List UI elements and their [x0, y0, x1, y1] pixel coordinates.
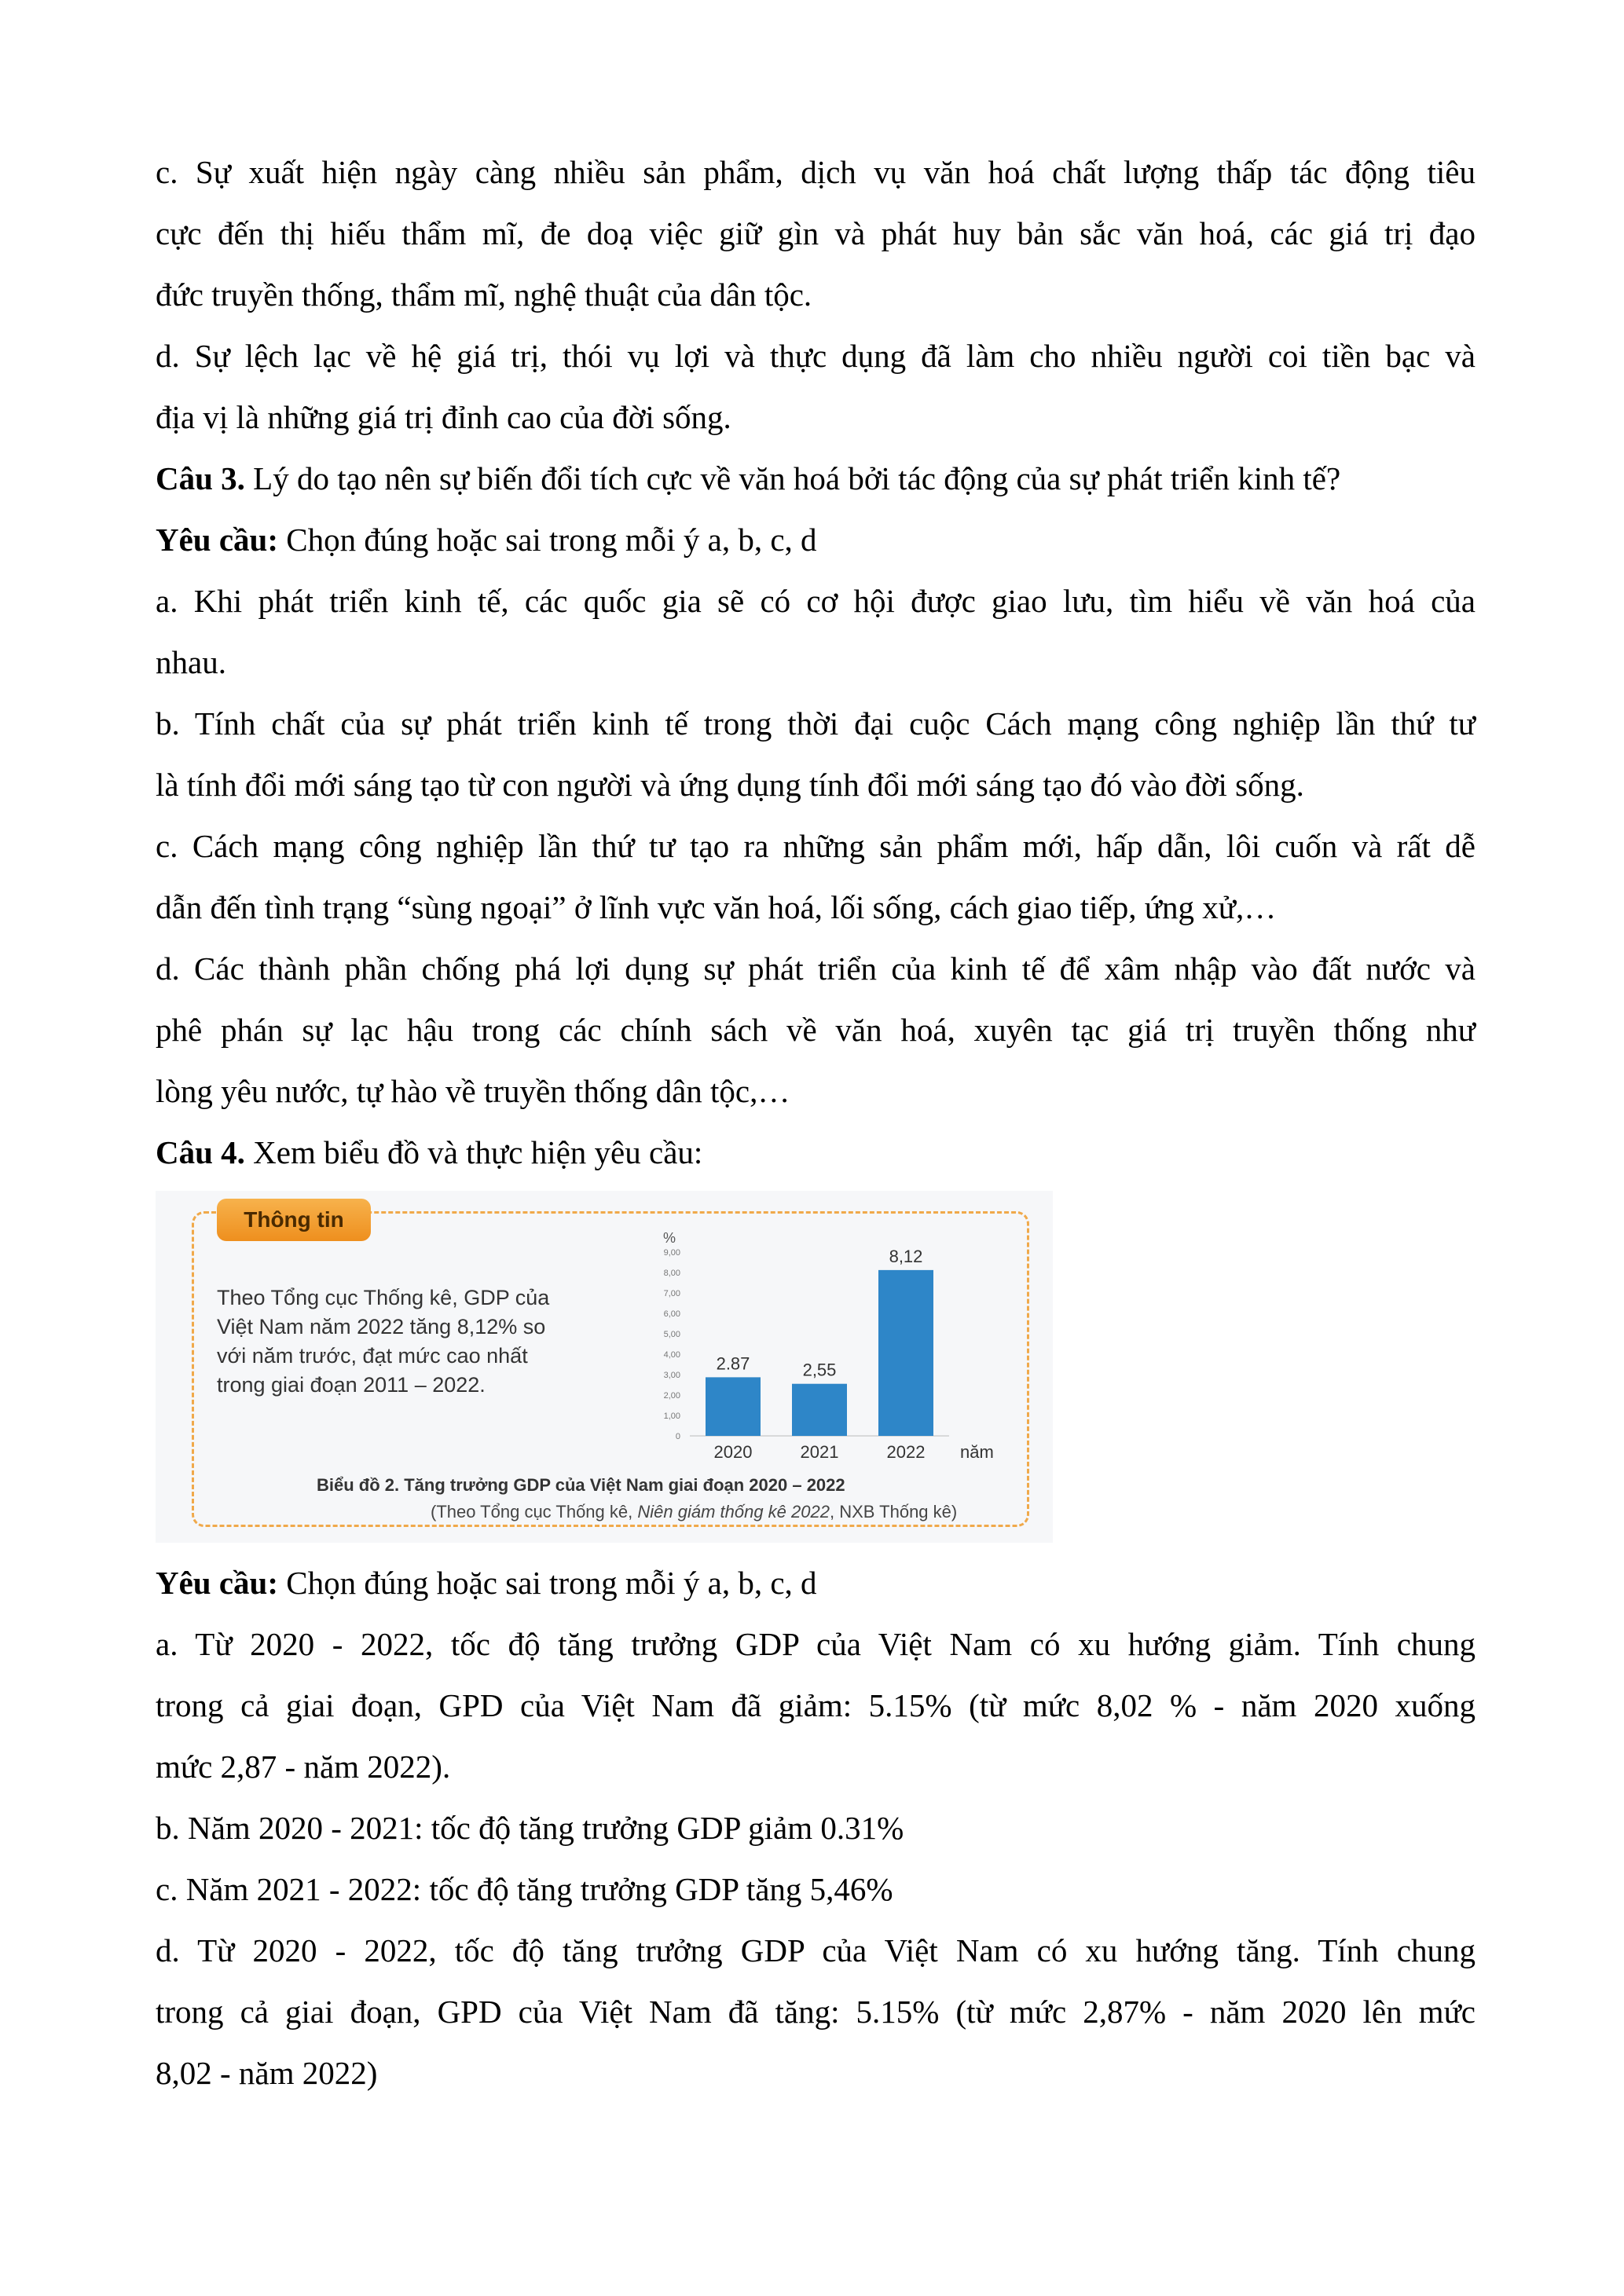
gdp-figure: [156, 1191, 1053, 1543]
q4-requirement-text: Chọn đúng hoặc sai trong mỗi ý a, b, c, d: [278, 1565, 817, 1601]
y-tick-label: 2,00: [663, 1391, 680, 1401]
info-text: [217, 1283, 625, 1400]
bar-2020: [706, 1377, 761, 1436]
para-d-line-1: d. Sự lệch lạc về hệ giá trị, thói vụ lợi và thực dụng đã làm cho nhiều người coi tiền bạc và: [156, 338, 1476, 374]
q3-option-a-line-1: a. Khi phát triển kinh tế, các quốc gia sẽ có cơ hội được giao lưu, tìm hiểu về văn hoá của: [156, 583, 1476, 619]
q4-option-a-line-3: mức 2,87 - năm 2022).: [156, 1749, 451, 1785]
source-suffix: , NXB Thống kê): [829, 1502, 958, 1522]
question-4: [156, 1122, 1476, 1183]
question-3: [156, 448, 1476, 509]
q3-requirement-text: Chọn đúng hoặc sai trong mỗi ý a, b, c, d: [278, 522, 817, 558]
data-label-2021: 2,55: [802, 1360, 837, 1380]
page-content: [156, 141, 1476, 2104]
para-c-line-1: c. Sự xuất hiện ngày càng nhiều sản phẩm, dịch vụ văn hoá chất lượng thấp tác động tiêu: [156, 154, 1476, 190]
x-tick-label-2020: 2020: [713, 1442, 753, 1462]
gdp-bar-chart: [619, 1222, 1028, 1474]
q3-option-b-line-1: b. Tính chất của sự phát triển kinh tế trong thời đại cuộc Cách mạng công nghiệp lần thứ tư: [156, 705, 1476, 742]
y-tick-label: 0: [675, 1432, 680, 1441]
y-tick-label: 6,00: [663, 1309, 680, 1319]
data-label-2022: 8,12: [889, 1246, 923, 1266]
y-tick-label: 9,00: [663, 1248, 680, 1258]
chart-caption: Biểu đồ 2. Tăng trưởng GDP của Việt Nam giai đoạn 2020 – 2022: [317, 1475, 845, 1495]
q4-option-d-line-1: d. Từ 2020 - 2022, tốc độ tăng trưởng GDP của Việt Nam có xu hướng tăng. Tính chung: [156, 1932, 1476, 1968]
q4-option-b: b. Năm 2020 - 2021: tốc độ tăng trưởng GDP giảm 0.31%: [156, 1810, 904, 1846]
y-tick-label: 1,00: [663, 1412, 680, 1421]
q3-option-c-line-1: c. Cách mạng công nghiệp lần thứ tư tạo ra những sản phẩm mới, hấp dẫn, lôi cuốn và rất dễ: [156, 828, 1476, 864]
x-axis-label: năm: [960, 1442, 994, 1462]
question-3-text: Lý do tạo nên sự biến đổi tích cực về văn hoá bởi tác động của sự phát triển kinh tế?: [244, 460, 1341, 496]
q3-option-c-line-2: dẫn đến tình trạng “sùng ngoại” ở lĩnh vực văn hoá, lối sống, cách giao tiếp, ứng xử,…: [156, 889, 1277, 925]
q3-option-b-line-2: là tính đổi mới sáng tạo từ con người và ứng dụng tính đổi mới sáng tạo đó vào đời sống.: [156, 767, 1304, 803]
q4-option-d-line-3: 8,02 - năm 2022): [156, 2055, 378, 2091]
para-c-line-2: cực đến thị hiếu thẩm mĩ, đe doạ việc giữ gìn và phát huy bản sắc văn hoá, các giá trị đạo: [156, 215, 1476, 251]
q3-requirement: [156, 509, 1476, 570]
x-tick-label-2022: 2022: [886, 1442, 926, 1462]
info-line: với năm trước, đạt mức cao nhất: [217, 1344, 528, 1368]
q4-option-a-line-1: a. Từ 2020 - 2022, tốc độ tăng trưởng GDP của Việt Nam có xu hướng giảm. Tính chung: [156, 1626, 1476, 1662]
question-3-label: Câu 3.: [156, 460, 245, 496]
q4-option-d-line-2: trong cả giai đoạn, GPD của Việt Nam đã tăng: 5.15% (từ mức 2,87% - năm 2020 lên mức: [156, 1994, 1476, 2030]
para-c-line-3: đức truyền thống, thẩm mĩ, nghệ thuật của dân tộc.: [156, 276, 812, 313]
bar-2022: [878, 1270, 933, 1436]
q4-option-a-line-2: trong cả giai đoạn, GPD của Việt Nam đã giảm: 5.15% (từ mức 8,02 % - năm 2020 xuống: [156, 1687, 1476, 1723]
y-tick-label: 5,00: [663, 1330, 680, 1339]
y-tick-label: 4,00: [663, 1350, 680, 1360]
q3-option-d-line-1: d. Các thành phần chống phá lợi dụng sự phát triển của kinh tế để xâm nhập vào đất nước và: [156, 950, 1476, 987]
data-label-2020: 2.87: [716, 1353, 750, 1374]
chart-source: [431, 1502, 957, 1522]
q4-option-c: c. Năm 2021 - 2022: tốc độ tăng trưởng GDP tăng 5,46%: [156, 1871, 893, 1907]
question-4-text: Xem biểu đồ và thực hiện yêu cầu:: [244, 1134, 703, 1170]
y-tick-label: 8,00: [663, 1269, 680, 1278]
source-prefix: (Theo Tổng cục Thống kê,: [431, 1502, 638, 1522]
y-tick-label: 3,00: [663, 1371, 680, 1380]
info-tag: Thông tin: [217, 1199, 371, 1241]
info-line: trong giai đoạn 2011 – 2022.: [217, 1373, 486, 1397]
q4-requirement: [156, 1552, 1476, 1613]
q3-option-d-line-3: lòng yêu nước, tự hào về truyền thống dân tộc,…: [156, 1073, 790, 1109]
q3-option-d-line-2: phê phán sự lạc hậu trong các chính sách về văn hoá, xuyên tạc giá trị truyền thống như: [156, 1012, 1476, 1048]
info-line: Theo Tổng cục Thống kê, GDP của: [217, 1286, 550, 1309]
para-d-line-2: địa vị là những giá trị đỉnh cao của đời sống.: [156, 399, 731, 435]
q4-requirement-label: Yêu cầu:: [156, 1565, 279, 1601]
source-italic: Niên giám thống kê 2022: [637, 1502, 830, 1522]
y-tick-label: 7,00: [663, 1289, 680, 1298]
q3-requirement-label: Yêu cầu:: [156, 522, 279, 558]
q3-option-a-line-2: nhau.: [156, 644, 226, 680]
x-tick-label-2021: 2021: [800, 1442, 839, 1462]
question-4-label: Câu 4.: [156, 1134, 245, 1170]
info-line: Việt Nam năm 2022 tăng 8,12% so: [217, 1315, 546, 1338]
bar-2021: [792, 1384, 847, 1436]
y-unit-label: %: [663, 1230, 676, 1246]
